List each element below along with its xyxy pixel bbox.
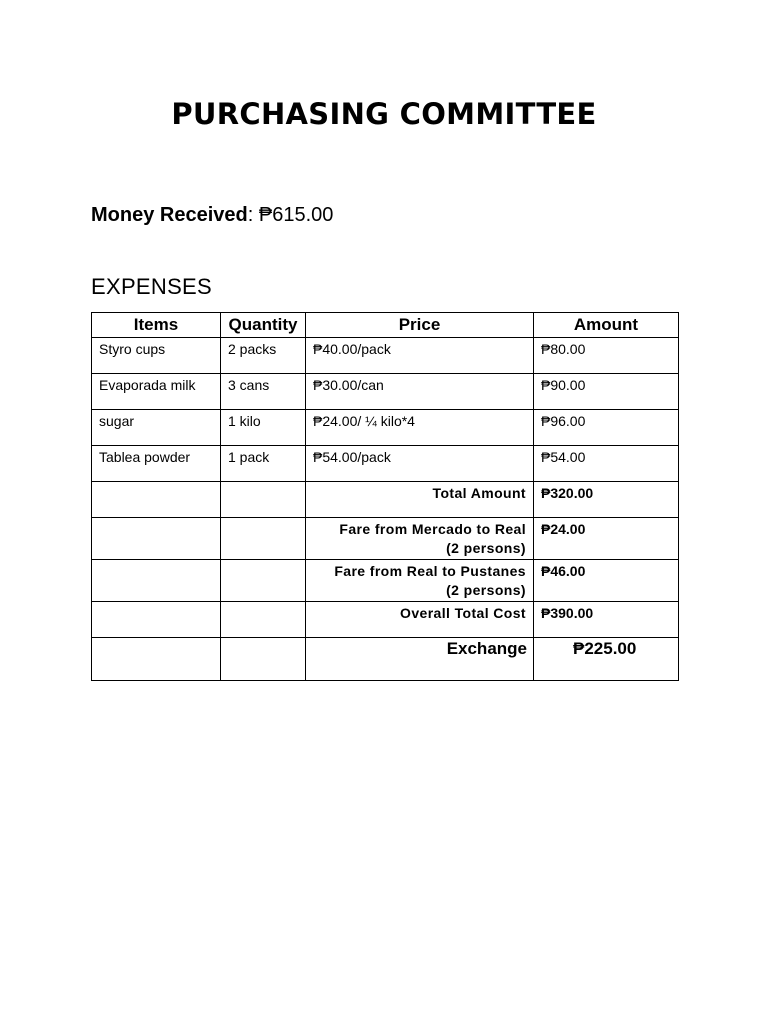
money-received-value: ₱615.00 xyxy=(258,204,334,226)
money-received-line xyxy=(91,204,333,227)
fare-real-row xyxy=(92,560,679,602)
table-row xyxy=(92,446,679,482)
fare-mercado-value: ₱24.00 xyxy=(541,521,586,537)
money-received-label: Money Received xyxy=(91,204,248,226)
total-amount-label: Total Amount xyxy=(432,485,526,501)
total-amount-value: ₱320.00 xyxy=(541,485,594,501)
header-price: Price xyxy=(306,313,534,338)
fare-mercado-persons: (2 persons) xyxy=(446,540,526,556)
overall-total-row xyxy=(92,602,679,638)
fare-real-persons: (2 persons) xyxy=(446,582,526,598)
item-name: Styro cups xyxy=(99,341,166,357)
item-name: Tablea powder xyxy=(99,449,191,465)
table-header-row xyxy=(92,313,679,338)
exchange-label: Exchange xyxy=(446,639,527,658)
page-title: PURCHASING COMMITTEE xyxy=(171,97,597,131)
item-price: ₱30.00/can xyxy=(313,377,384,393)
expenses-heading: EXPENSES xyxy=(91,274,213,299)
expenses-table xyxy=(91,312,679,681)
overall-total-label: Overall Total Cost xyxy=(400,605,526,621)
table-row xyxy=(92,338,679,374)
overall-total-value: ₱390.00 xyxy=(541,605,594,621)
header-quantity: Quantity xyxy=(221,313,306,338)
item-price: ₱54.00/pack xyxy=(313,449,391,465)
item-price: ₱24.00/ ¼ kilo*4 xyxy=(313,413,415,429)
fare-real-value: ₱46.00 xyxy=(541,563,586,579)
header-amount: Amount xyxy=(534,313,679,338)
fare-mercado-row xyxy=(92,518,679,560)
total-amount-row xyxy=(92,482,679,518)
item-quantity: 1 kilo xyxy=(228,413,261,429)
table-row xyxy=(92,374,679,410)
exchange-value: ₱225.00 xyxy=(573,639,637,658)
item-amount: ₱90.00 xyxy=(541,377,586,393)
item-price: ₱40.00/pack xyxy=(313,341,391,357)
table-row xyxy=(92,410,679,446)
money-received-separator: : xyxy=(247,204,259,226)
header-items: Items xyxy=(92,313,221,338)
fare-real-label: Fare from Real to Pustanes xyxy=(334,563,526,579)
item-quantity: 3 cans xyxy=(228,377,270,393)
item-amount: ₱96.00 xyxy=(541,413,586,429)
fare-mercado-label: Fare from Mercado to Real xyxy=(339,521,526,537)
item-quantity: 1 pack xyxy=(228,449,270,465)
item-quantity: 2 packs xyxy=(228,341,277,357)
item-amount: ₱54.00 xyxy=(541,449,586,465)
exchange-row xyxy=(92,638,679,681)
item-name: sugar xyxy=(99,413,135,429)
item-amount: ₱80.00 xyxy=(541,341,586,357)
item-name: Evaporada milk xyxy=(99,377,196,393)
